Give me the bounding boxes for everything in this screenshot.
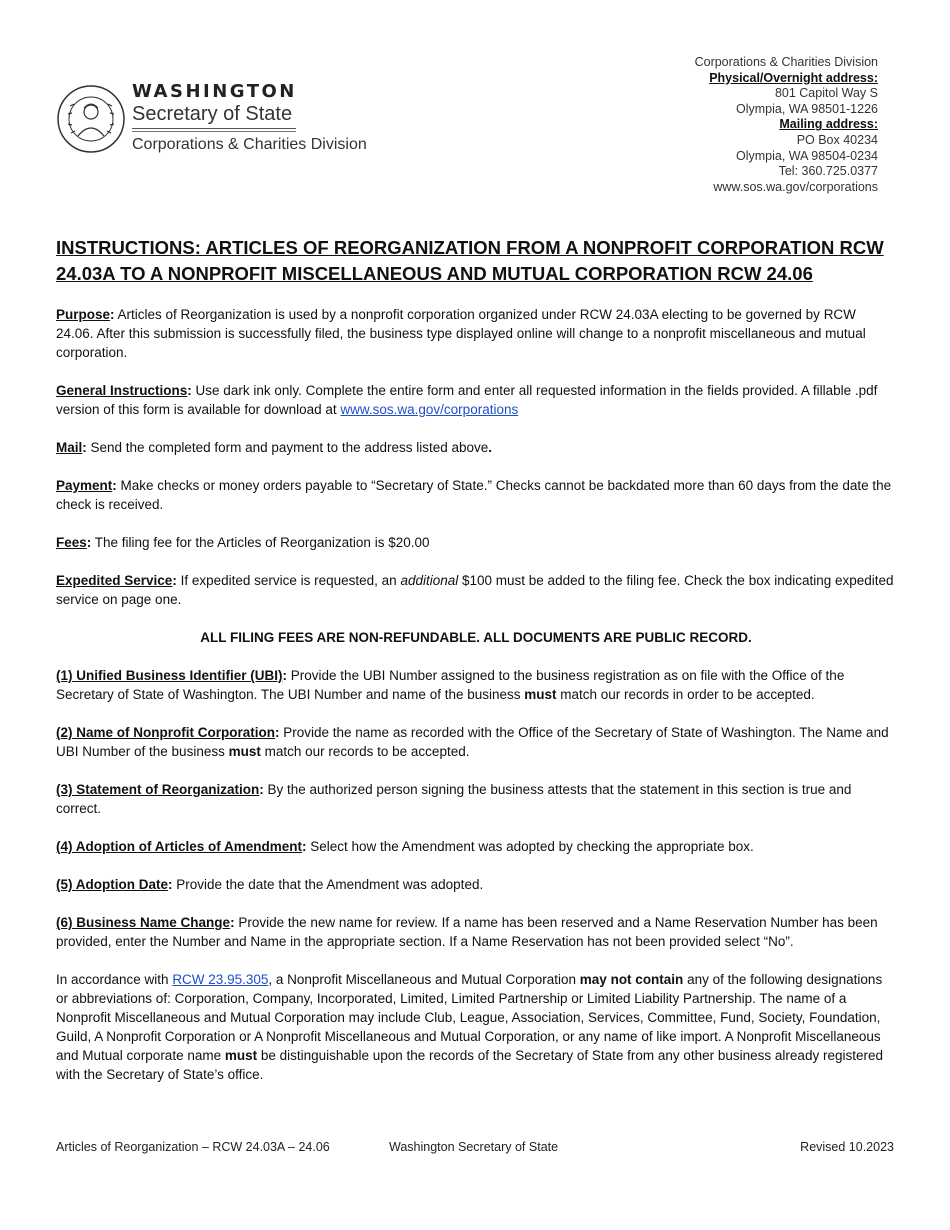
organization-logo [132, 82, 367, 155]
mail-paragraph: Mail: Send the completed form and payment to the address listed above. [56, 440, 493, 455]
general-instructions-label: General Instructions [56, 383, 188, 398]
accordance-paragraph [56, 970, 896, 1084]
expedited-label: Expedited Service [56, 573, 173, 588]
name-change-text: Provide the new name for review. If a name has been reserved and a Name Reservation Number has been provided, enter the Number and Name in the appropriate section. If a Name Reservation has not been provided select “No”. [56, 915, 878, 949]
telephone: Tel: 360.725.0377 [778, 164, 878, 179]
footer-agency: Washington Secretary of State [389, 1140, 559, 1154]
logo-office: Secretary of State [132, 103, 293, 125]
name-paragraph: (2) Name of Nonprofit Corporation: Provide the name as recorded with the Office of the Secretary of State of Washington. The Name and UBI Number of the business must match our records to be accepted. [56, 725, 889, 759]
purpose-label: Purpose [56, 307, 111, 322]
purpose-paragraph: Purpose: Articles of Reorganization is used by a nonprofit corporation organized under RCW 24.03A electing to be governed by RCW 24.06. After this submission is successfully filed, the business type displayed online will change to a nonprofit miscellaneous and mutual corporation. [56, 307, 866, 360]
mailing-box: PO Box 40234 [796, 132, 878, 147]
adoption-paragraph: (4) Adoption of Articles of Amendment: Select how the Amendment was adopted by checking the appropriate box. [56, 839, 754, 854]
website: www.sos.wa.gov/corporations [713, 179, 878, 194]
physical-city: Olympia, WA 98501-1226 [736, 101, 878, 116]
expedited-text-b: $100 must be added to the filing fee. Check the box indicating expedited service on page one. [56, 573, 894, 607]
payment-paragraph: Payment: Make checks or money orders payable to “Secretary of State.” Checks cannot be backdated more than 60 days from the date the check is received. [56, 478, 892, 512]
physical-address-label: Physical/Overnight address: [709, 70, 878, 85]
non-refundable-notice: ALL FILING FEES ARE NON-REFUNDABLE. ALL DOCUMENTS ARE PUBLIC RECORD. [200, 630, 752, 645]
corporations-link[interactable]: www.sos.wa.gov/corporations [340, 402, 519, 417]
fees-text: The filing fee for the Articles of Reorganization is $20.00 [91, 535, 430, 550]
accordance-may-not-contain: may not contain [579, 972, 684, 987]
statement-text: By the authorized person signing the business attests that the statement in this section is true and correct. [56, 782, 852, 816]
expedited-italic: additional [400, 573, 459, 588]
name-label: (2) Name of Nonprofit Corporation [56, 725, 275, 740]
ubi-label: (1) Unified Business Identifier (UBI) [56, 668, 283, 683]
logo-state: WASHINGTON [132, 81, 297, 102]
footer-form-name: Articles of Reorganization – RCW 24.03A – 24.06 [56, 1140, 330, 1154]
adoption-date-paragraph: (5) Adoption Date: Provide the date that the Amendment was adopted. [56, 877, 484, 892]
fees-paragraph: Fees: The filing fee for the Articles of Reorganization is $20.00 [56, 535, 430, 550]
ubi-must: must [524, 687, 557, 702]
address-division: Corporations & Charities Division [694, 55, 878, 69]
logo-rule [132, 128, 296, 132]
fees-label: Fees [56, 535, 87, 550]
mailing-city: Olympia, WA 98504-0234 [736, 148, 878, 163]
general-instructions-text: Use dark ink only. Complete the entire form and enter all requested information in the fields provided. A fillable .pdf version of this form is available for download at [56, 383, 878, 417]
statement-label: (3) Statement of Reorganization [56, 782, 260, 797]
mail-text: Send the completed form and payment to the address listed above [86, 440, 489, 455]
purpose-text: Articles of Reorganization is used by a nonprofit corporation organized under RCW 24.03A electing to be governed by RCW 24.06. After this submission is successfully filed, the business type displayed online will change to a nonprofit miscellaneous and mutual corporation. [56, 307, 866, 360]
title-line-1: INSTRUCTIONS: ARTICLES OF REORGANIZATION FROM A NONPROFIT CORPORATION RCW [56, 237, 884, 258]
payment-label: Payment [56, 478, 113, 493]
mailing-address-label: Mailing address: [779, 117, 878, 132]
payment-text: Make checks or money orders payable to “Secretary of State.” Checks cannot be backdated more than 60 days from the date the check is received. [56, 478, 892, 512]
general-instructions-paragraph: General Instructions: Use dark ink only. Complete the entire form and enter all requested information in the fields provided. A fillable .pdf version of this form is available for download at www.sos.wa.gov/corporations [56, 383, 878, 417]
ubi-text-a: Provide the UBI Number assigned to the business registration as on file with the Office of the Secretary of State of Washington. The UBI Number and name of the business [56, 668, 845, 702]
expedited-paragraph: Expedited Service: If expedited service is requested, an additional $100 must be added to the filing fee. Check the box indicating expedited service on page one. [56, 573, 894, 607]
accordance-text-b: , a Nonprofit Miscellaneous and Mutual Corporation [268, 972, 580, 987]
expedited-text-a: If expedited service is requested, an [176, 573, 401, 588]
logo-division: Corporations & Charities Division [132, 136, 367, 153]
mail-label: Mail [56, 440, 83, 455]
name-change-label: (6) Business Name Change [56, 915, 231, 930]
instructions-body [56, 305, 896, 1103]
title-line-2: 24.03A TO A NONPROFIT MISCELLANEOUS AND MUTUAL CORPORATION RCW 24.06 [56, 263, 813, 284]
washington-seal-icon [56, 84, 126, 154]
footer-revision: Revised 10.2023 [800, 1140, 894, 1154]
name-text-b: match our records to be accepted. [260, 744, 470, 759]
page-title [56, 235, 896, 287]
address-block [695, 55, 878, 195]
page-header [0, 0, 950, 210]
name-must: must [228, 744, 261, 759]
accordance-text-a: In accordance with [56, 972, 173, 987]
name-text-a: Provide the name as recorded with the Office of the Secretary of State of Washington. The Name and UBI Number of the business [56, 725, 889, 759]
rcw-link[interactable]: RCW 23.95.305 [172, 972, 269, 987]
ubi-paragraph: (1) Unified Business Identifier (UBI): Provide the UBI Number assigned to the business registration as on file with the Office of the Secretary of State of Washington. The UBI Number and name of the business must match our records in order to be accepted. [56, 668, 845, 702]
adoption-label: (4) Adoption of Articles of Amendment [56, 839, 302, 854]
statement-paragraph: (3) Statement of Reorganization: By the authorized person signing the business attests that the statement in this section is true and correct. [56, 782, 852, 816]
accordance-text-c: any of the following designations or abbreviations of: Corporation, Company, Incorporated, Limited, Limited Partnership or Limited Liability Partnership. The name of a Nonprofit Miscellaneous and Mutual Corporation may include Club, League, Association, Services, Committee, Fund, Society, Foundation, Guild, A Nonprofit Corporation or A Nonprofit Miscellaneous and Mutual Corporation, or any name of like import. A Nonprofit Miscellaneous and Mutual corporate name [56, 972, 883, 1063]
physical-street: 801 Capitol Way S [774, 86, 878, 101]
adoption-text: Select how the Amendment was adopted by checking the appropriate box. [306, 839, 754, 854]
accordance-must: must [224, 1048, 258, 1063]
adoption-date-text: Provide the date that the Amendment was adopted. [172, 877, 484, 892]
adoption-date-label: (5) Adoption Date [56, 877, 168, 892]
accordance-text-d: be distinguishable upon the records of the Secretary of State from any other business already registered with the Secretary of State’s office. [56, 1048, 883, 1082]
name-change-paragraph: (6) Business Name Change: Provide the new name for review. If a name has been reserved and a Name Reservation Number has been provided, enter the Number and Name in the appropriate section. If a Name Reservation has not been provided select “No”. [56, 915, 878, 949]
ubi-text-b: match our records in order to be accepted. [556, 687, 815, 702]
